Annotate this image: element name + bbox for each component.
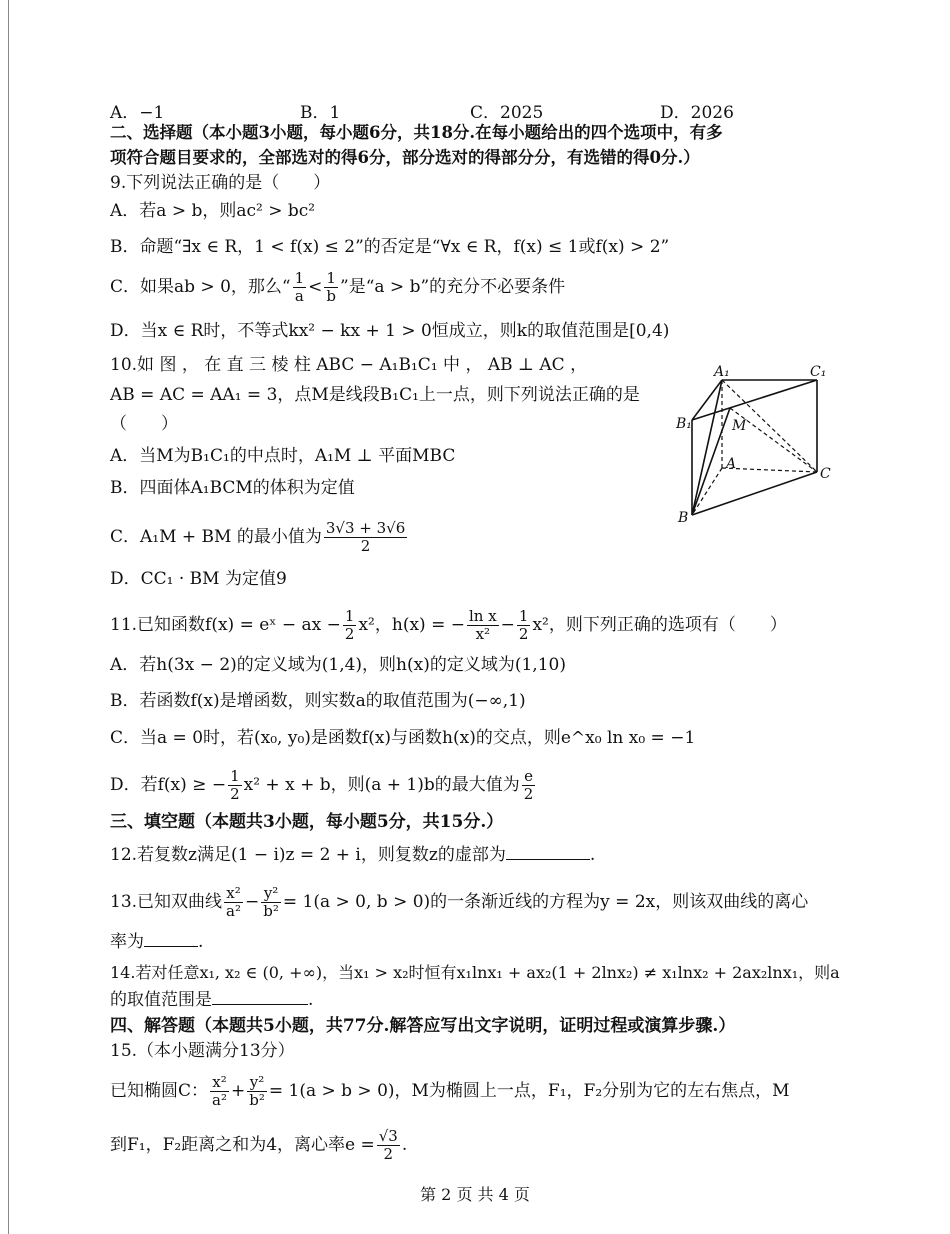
fraction	[343, 608, 357, 643]
frac-num: x²	[224, 885, 243, 903]
q9-option-d: D．当x ∈ R时，不等式kx² − kx + 1 > 0恒成立，则k的取值范围是[0,4)	[110, 321, 670, 341]
q9-stem: 9.下列说法正确的是（ ）	[110, 173, 331, 193]
q12-end: .	[589, 845, 596, 865]
q10-option-a: A．当M为B₁C₁的中点时，A₁M ⊥ 平面MBC	[110, 446, 456, 466]
fraction	[228, 768, 242, 803]
q13-post: = 1(a > 0, b > 0)的一条渐近线的方程为y = 2x，则该双曲线的离心	[282, 892, 809, 912]
q8-option-c: C．2025	[470, 103, 544, 123]
q10-c-pre: C．A₁M + BM 的最小值为	[110, 527, 322, 547]
answer-blank	[212, 988, 308, 1005]
q14-end: .	[308, 990, 314, 1010]
label-m: M	[732, 418, 747, 434]
q14-line1: 14.若对任意x₁, x₂ ∈ (0, +∞)，当x₁ > x₂时恒有x₁lnx₁ + ax₂(1 + 2lnx₂) ≠ x₁lnx₂ + 2ax₂lnx₁，则a	[110, 963, 840, 982]
section2-heading-line1: 二、选择题（本小题3小题，每小题6分，共18分.在每小题给出的四个选项中，有多	[110, 123, 723, 142]
q15-title: 15.（本小题满分13分）	[110, 1041, 295, 1061]
page-footer: 第 2 页 共 4 页	[420, 1185, 530, 1204]
q12-text: 12.若复数z满足(1 − i)z = 2 + i，则复数z的虚部为	[110, 845, 506, 865]
frac-den: b²	[263, 902, 279, 920]
q10-stem-1: 10.如 图 ， 在 直 三 棱 柱 ABC − A₁B₁C₁ 中 ， AB ⊥ AC ，	[110, 355, 588, 375]
q14-line2-text: 的取值范围是	[110, 990, 212, 1010]
q10-option-d: D．CC₁ · BM 为定值9	[110, 569, 287, 589]
frac-num: 1	[230, 767, 240, 785]
frac-num: 1	[294, 269, 305, 287]
frac-num: 3√3 + 3√6	[325, 519, 406, 537]
frac-num: e	[522, 768, 536, 786]
section2-heading-line2: 项符合题目要求的，全部选对的得6分，部分选对的得部分分，有选错的得0分.）	[110, 148, 700, 167]
q11-stem-mid: x²，h(x) = −	[358, 615, 465, 635]
fraction	[467, 608, 499, 643]
q11-option-a: A．若h(3x − 2)的定义域为(1,4)，则h(x)的定义域为(1,10)	[110, 655, 566, 675]
q11-stem	[110, 608, 787, 643]
fraction	[324, 520, 407, 555]
q11-d-mid: x² + x + b，则(a + 1)b的最大值为	[243, 775, 520, 795]
q11-option-d	[110, 768, 537, 803]
fraction	[224, 885, 243, 920]
q11-stem-mid2: −	[500, 615, 515, 635]
frac-num: x²	[210, 1074, 229, 1092]
q9-c-lt: <	[308, 277, 323, 297]
frac-den: 2	[518, 625, 529, 643]
fraction	[261, 885, 281, 920]
q15-line2-pre: 到F₁，F₂距离之和为4，离心率e =	[110, 1135, 375, 1155]
frac-num: 1	[324, 270, 338, 288]
frac-den: a²	[226, 902, 242, 920]
frac-den: 2	[360, 537, 371, 555]
q13-minus: −	[245, 892, 260, 912]
fraction	[517, 608, 531, 643]
q10-option-c	[110, 520, 409, 555]
q8-option-d: D．2026	[660, 103, 734, 123]
label-b1: B₁	[676, 416, 692, 432]
frac-den: 2	[230, 785, 240, 803]
answer-blank	[506, 843, 590, 860]
frac-num: 1	[518, 607, 529, 625]
q15-line2	[110, 1128, 407, 1163]
fraction	[522, 768, 536, 803]
frac-den: b	[326, 287, 336, 305]
frac-den: 2	[383, 1145, 394, 1163]
q9-option-a: A．若a > b，则ac² > bc²	[110, 201, 316, 221]
q13-pre: 13.已知双曲线	[110, 892, 223, 912]
section4-heading: 四、解答题（本题共5小题，共77分.解答应写出文字说明，证明过程或演算步骤.）	[110, 1016, 736, 1036]
q9-option-c	[110, 270, 565, 305]
frac-num: 1	[344, 607, 355, 625]
q11-stem-post: x²，则下列正确的选项有（ ）	[532, 615, 787, 635]
q13-line2-text: 率为	[110, 932, 144, 952]
frac-den: x²	[475, 625, 491, 643]
frac-den: 2	[344, 625, 355, 643]
fraction	[247, 1074, 267, 1109]
q8-option-b: B．1	[300, 103, 341, 123]
frac-den: a	[294, 287, 304, 305]
frac-num: y²	[261, 885, 281, 903]
fraction	[210, 1074, 229, 1109]
q15-line2-end: .	[401, 1135, 408, 1155]
frac-den: b²	[249, 1091, 265, 1109]
q11-d-pre: D．若f(x) ≥ −	[110, 775, 227, 795]
q15-post: = 1(a > b > 0)，M为椭圆上一点，F₁，F₂分别为它的左右焦点，M	[268, 1081, 790, 1101]
q10-option-b: B．四面体A₁BCM的体积为定值	[110, 478, 355, 498]
answer-blank	[144, 930, 198, 947]
q13-line1	[110, 885, 808, 920]
q15-pre: 已知椭圆C：	[110, 1081, 209, 1101]
section3-heading: 三、填空题（本题共3小题，每小题5分，共15分.）	[110, 812, 504, 832]
label-c1: C₁	[810, 364, 827, 380]
prism-figure	[672, 360, 842, 530]
q13-end: .	[198, 932, 204, 952]
q11-stem-pre: 11.已知函数f(x) = eˣ − ax −	[110, 615, 341, 635]
frac-den: a²	[212, 1091, 227, 1109]
q10-stem-3: （ ）	[110, 414, 178, 434]
q11-option-b: B．若函数f(x)是增函数，则实数a的取值范围为(−∞,1)	[110, 691, 526, 711]
q12	[110, 843, 595, 866]
fraction	[377, 1128, 400, 1163]
q9-option-b: B．命题“∃x ∈ R，1 < f(x) ≤ 2”的否定是“∀x ∈ R，f(x) ≤ 1或f(x) > 2”	[110, 237, 670, 257]
frac-num: y²	[247, 1074, 267, 1092]
label-b: B	[678, 510, 689, 526]
page-edge	[0, 0, 9, 1234]
q9-c-pre: C．如果ab > 0，那么“	[110, 277, 291, 297]
fraction	[324, 270, 338, 305]
frac-num: √3	[378, 1127, 398, 1145]
label-a: A	[726, 456, 737, 472]
q9-c-post: ”是“a > b”的充分不必要条件	[340, 277, 566, 297]
label-a1: A₁	[714, 364, 730, 380]
q14-line2	[110, 988, 313, 1011]
fraction	[293, 270, 307, 305]
frac-den: 2	[523, 785, 534, 803]
q11-option-c: C．当a = 0时，若(x₀, y₀)是函数f(x)与函数h(x)的交点，则e^x₀ ln x₀ = −1	[110, 728, 696, 748]
q10-stem-2: AB = AC = AA₁ = 3，点M是线段B₁C₁上一点，则下列说法正确的是	[110, 385, 640, 405]
q8-option-a: A．−1	[110, 103, 165, 123]
label-c: C	[820, 466, 831, 482]
frac-num: ln x	[468, 607, 497, 625]
q15-line1	[110, 1074, 790, 1109]
q15-plus: +	[230, 1081, 246, 1101]
q13-line2	[110, 930, 203, 953]
